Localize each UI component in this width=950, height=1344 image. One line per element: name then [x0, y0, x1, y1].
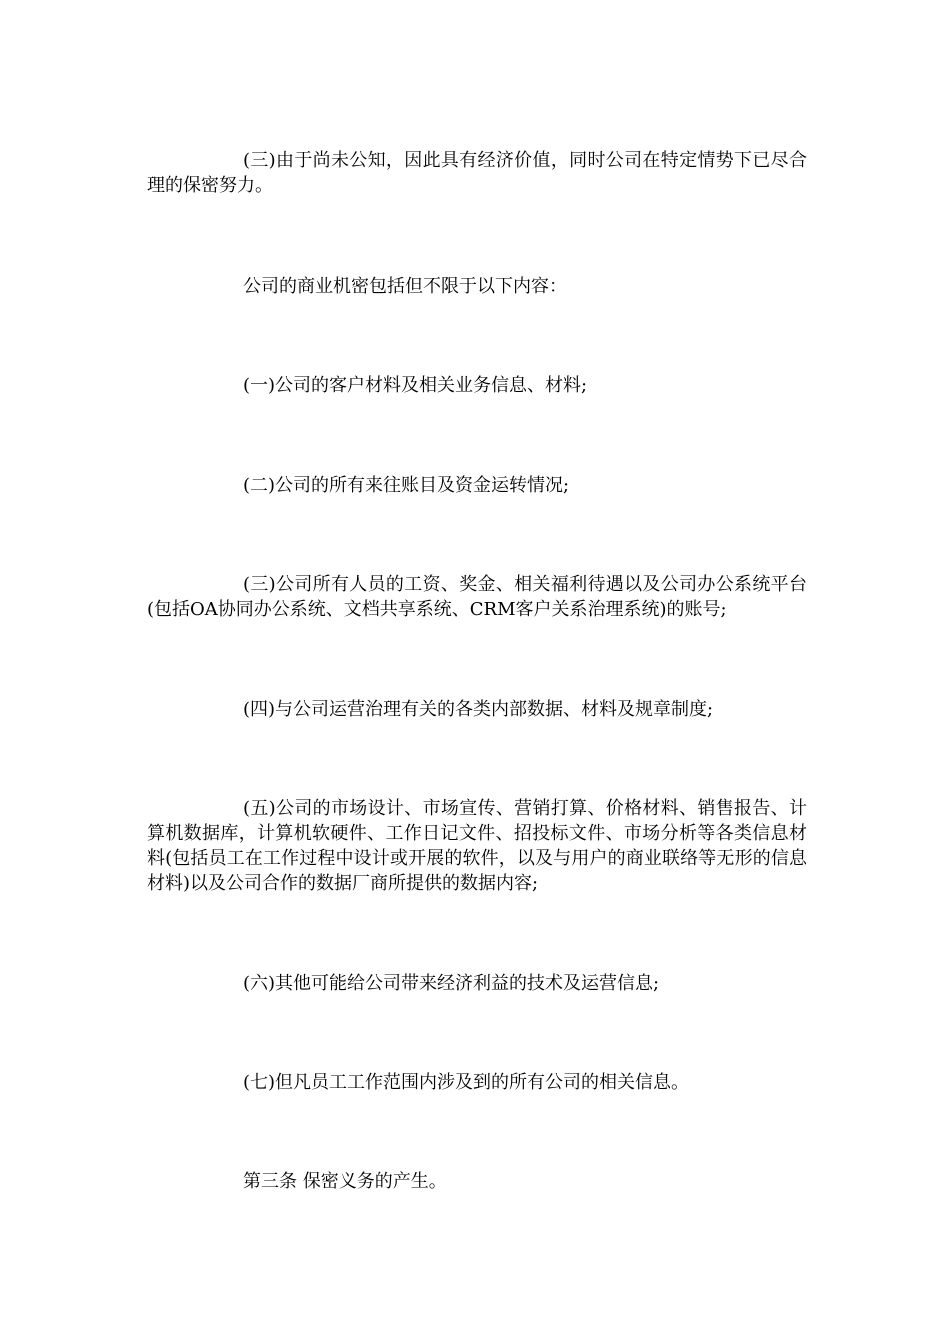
paragraph-2: 公司的商业机密包括但不限于以下内容： — [243, 276, 567, 297]
paragraph-6: (四)与公司运营治理有关的各类内部数据、材料及规章制度; — [243, 699, 714, 720]
paragraph-9: (七)但凡员工工作范围内涉及到的所有公司的相关信息。 — [243, 1072, 690, 1093]
paragraph-1: (三)由于尚未公知，因此具有经济价值，同时公司在特定情势下已尽合理的保密努力。 — [147, 150, 807, 196]
paragraph-3: (一)公司的客户材料及相关业务信息、材料; — [243, 375, 588, 396]
paragraph-8: (六)其他可能给公司带来经济利益的技术及运营信息; — [243, 973, 660, 994]
paragraph-4: (二)公司的所有来往账目及资金运转情况; — [243, 475, 570, 496]
section-heading: 第三条 保密义务的产生。 — [243, 1171, 447, 1192]
paragraph-7: (五)公司的市场设计、市场宣传、营销打算、价格材料、销售报告、计算机数据库，计算机软硬件、工作日记文件、招投标文件、市场分析等各类信息材料(包括员工在工作过程中设计或开展的软件，以及与用户的商业联络等无形的信息材料)以及公司合作的数据厂商所提供的数据内容; — [147, 798, 807, 894]
paragraph-5: (三)公司所有人员的工资、奖金、相关福利待遇以及公司办公系统平台(包括OA协同办公系统、文档共享系统、CRM客户关系治理系统)的账号; — [147, 574, 807, 620]
